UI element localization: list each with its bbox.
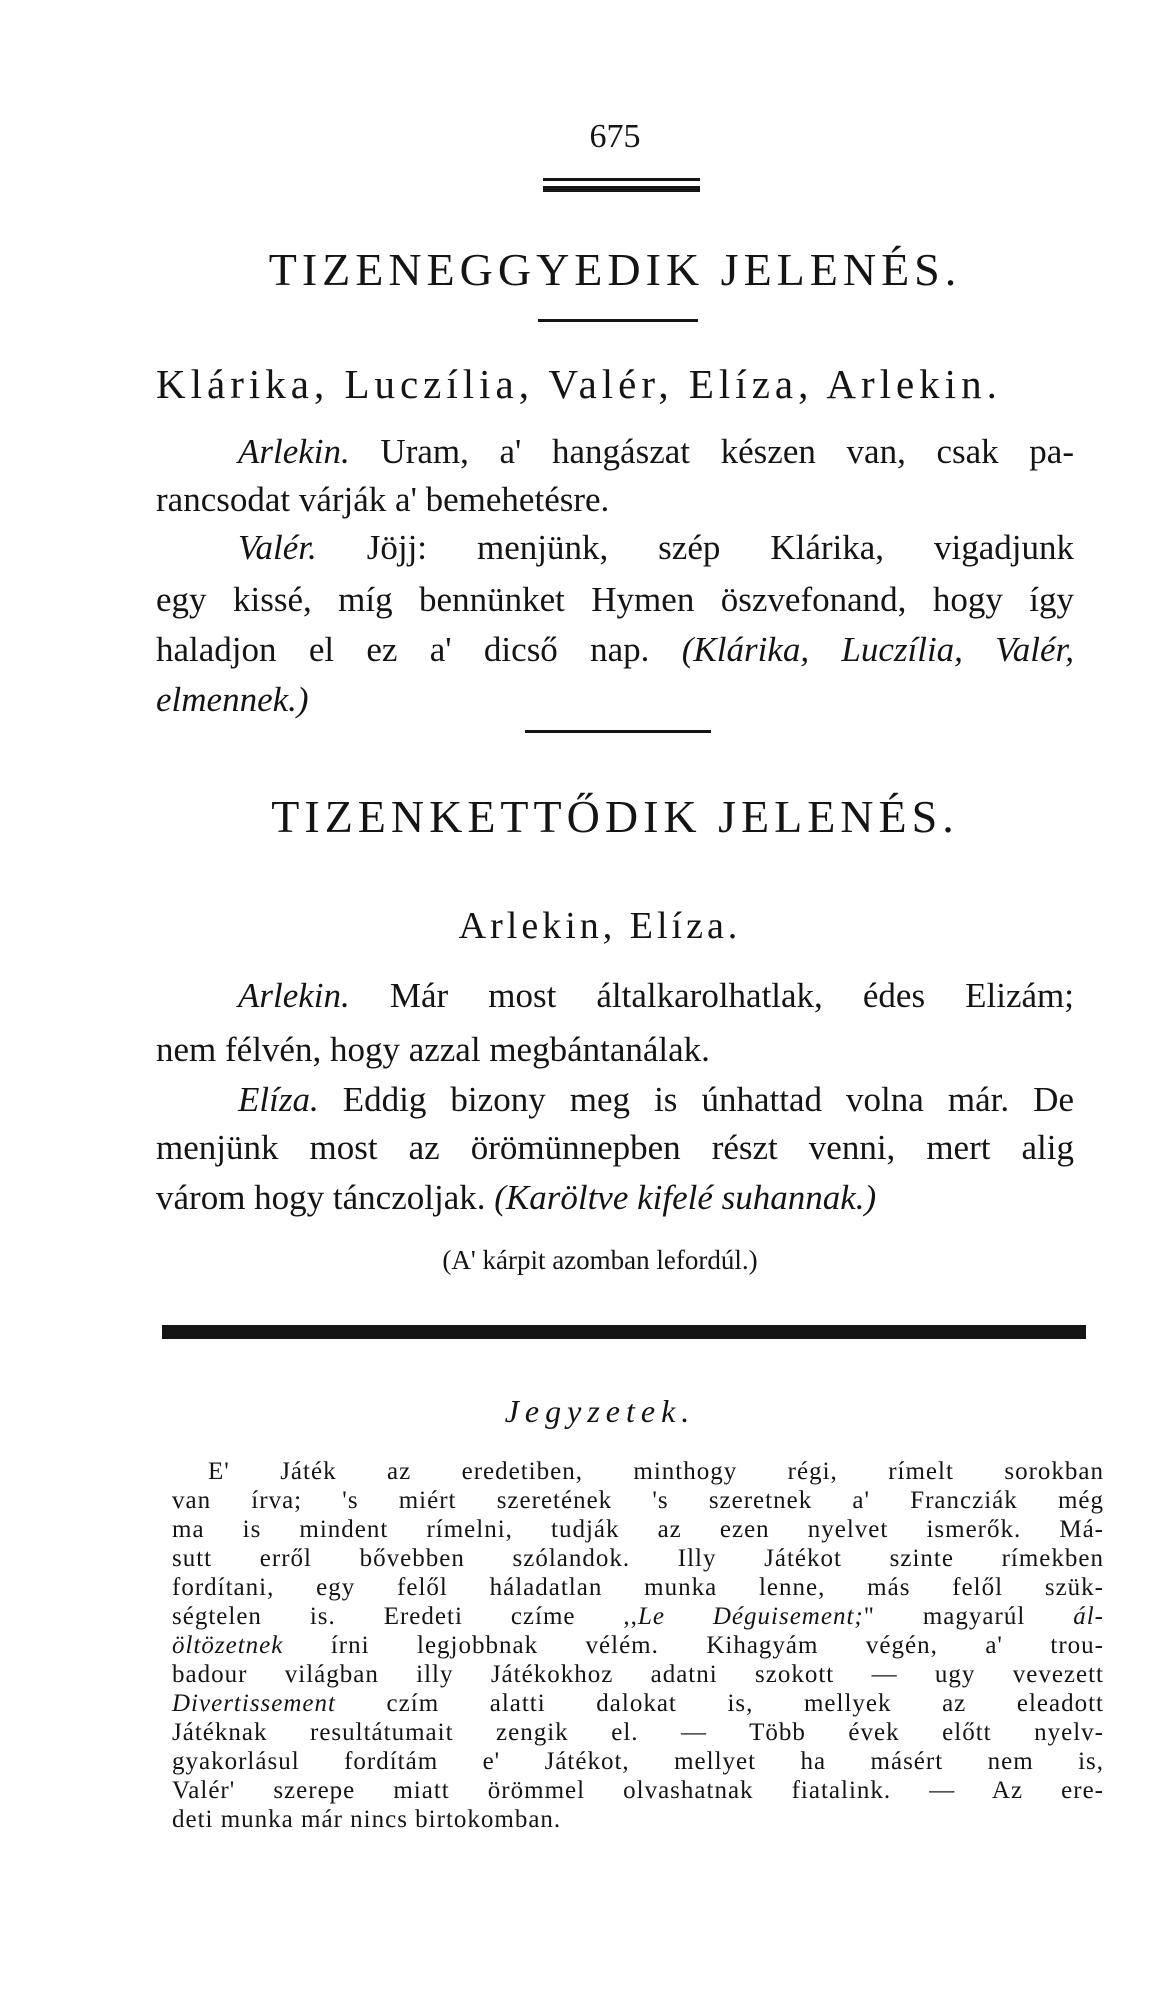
scene-12-line-3: Elíza. Eddig bizony meg is únhattad volna már. De: [238, 1080, 1074, 1119]
scene-12-cast: Arlekin, Elíza.: [458, 905, 742, 947]
page-number: 675: [589, 118, 641, 155]
stage-direction: (Karöltve kifelé suhannak.): [494, 1178, 877, 1217]
note-line-4: sutt erről bővebben szólandok. Illy Játékot szinte rímekben: [172, 1545, 1104, 1572]
scene-11-line-2: rancsodat várják a' bemehetésre.: [156, 480, 610, 519]
header-double-rule: [543, 178, 700, 192]
scene-12-line-1: Arlekin. Már most általkarolhatlak, édes Elizám;: [238, 976, 1074, 1015]
note-line-13: deti munka már nincs birtokomban.: [172, 1806, 562, 1833]
note-line-5: fordítani, egy felől háladatlan munka lenne, más felől szük-: [172, 1574, 1104, 1601]
notes-separator-rule: [162, 1325, 1086, 1339]
scene-11-title: TIZENEGGYEDIK JELENÉS.: [268, 244, 962, 295]
scene-11-line-5: haladjon el ez a' dicső nap. (Klárika, Luczília, Valér,: [156, 630, 1074, 669]
note-line-12: Valér' szerepe miatt örömmel olvashatnak fiatalink. — Az ere-: [172, 1777, 1104, 1804]
speaker-name: Elíza.: [238, 1080, 319, 1119]
note-line-1: E' Játék az eredetiben, minthogy régi, rímelt sorokban: [208, 1458, 1104, 1485]
note-line-6: ségtelen is. Eredeti czíme ,,Le Déguisement;" magyarúl ál-: [172, 1603, 1104, 1630]
scene-11-title-rule: [538, 319, 698, 322]
note-line-2: van írva; 's miért szeretének 's szeretnek a' Francziák még: [172, 1487, 1104, 1514]
scene-11-cast: Klárika, Luczília, Valér, Elíza, Arlekin.: [156, 361, 1002, 407]
note-line-7: öltözetnek írni legjobbnak vélém. Kihagyám végén, a' trou-: [172, 1632, 1104, 1659]
scene-11-line-6: [156, 680, 309, 720]
note-line-11: gyakorlásul fordítám e' Játékot, mellyet ha másért nem is,: [172, 1748, 1104, 1775]
stage-direction: (Klárika, Luczília, Valér,: [681, 630, 1074, 669]
scene-12-line-4: menjünk most az örömünnepben részt venni, mert alig: [156, 1128, 1074, 1167]
scene-divider-rule: [525, 730, 711, 733]
stage-direction: elmennek.): [156, 680, 309, 719]
scene-12-line-5: várom hogy tánczoljak. (Karöltve kifelé suhannak.): [156, 1178, 877, 1217]
speaker-name: Valér.: [238, 528, 317, 567]
note-line-9: Divertissement czím alatti dalokat is, mellyek az eleadott: [172, 1690, 1104, 1717]
scene-12-title: TIZENKETTŐDIK JELENÉS.: [271, 791, 959, 842]
speaker-name: Arlekin.: [238, 976, 350, 1015]
scene-11-line-1: Arlekin. Uram, a' hangászat készen van, csak pa-: [238, 432, 1074, 471]
note-line-8: badour világban illy Játékokhoz adatni szokott — ugy vevezett: [172, 1661, 1104, 1688]
scene-11-line-3: Valér. Jöjj: menjünk, szép Klárika, vigadjunk: [238, 528, 1074, 567]
scene-11-line-4: egy kissé, míg bennünket Hymen öszvefonand, hogy így: [156, 580, 1074, 619]
curtain-note: (A' kárpit azomban lefordúl.): [442, 1245, 758, 1275]
speaker-name: Arlekin.: [238, 432, 350, 471]
note-line-3: ma is mindent rímelni, tudják az ezen nyelvet ismerők. Má-: [172, 1516, 1104, 1543]
notes-title: Jegyzetek.: [504, 1393, 696, 1429]
scene-12-line-2: nem félvén, hogy azzal megbántanálak.: [156, 1030, 710, 1069]
note-line-10: Játéknak resultátumait zengik el. — Több évek előtt nyelv-: [172, 1719, 1104, 1746]
